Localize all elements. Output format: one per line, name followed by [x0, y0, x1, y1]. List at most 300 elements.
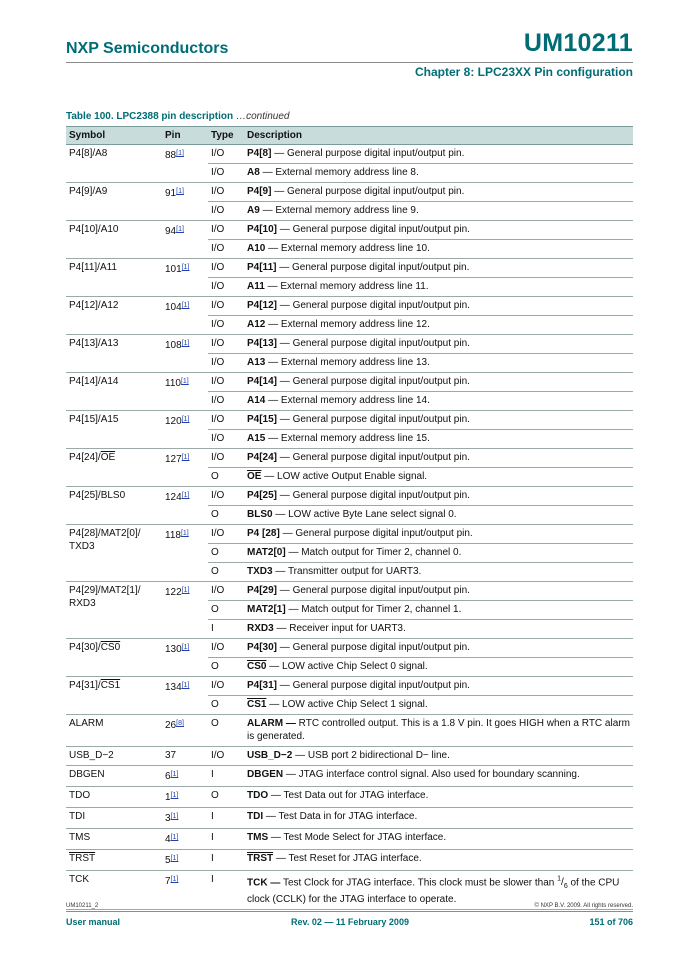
description-text: — General purpose digital input/output pin.: [277, 585, 470, 596]
table-row: [66, 766, 633, 787]
cell-pin: [162, 766, 208, 787]
signal-name: TXD3: [247, 566, 273, 577]
signal-name: USB_D−2: [247, 750, 293, 761]
cell-symbol: [66, 373, 162, 411]
symbol-text: DBGEN: [69, 769, 105, 780]
signal-name: A13: [247, 357, 266, 368]
symbol-overline-text: $\overline{OE}$: [100, 452, 116, 463]
signal-name: A10: [247, 243, 266, 254]
signal-name: A15: [247, 433, 266, 444]
cell-pin: [162, 850, 208, 871]
column-header-description: Description: [244, 127, 633, 145]
description-text: — External memory address line 14.: [265, 395, 430, 406]
cell-type: I/O: [208, 316, 244, 335]
symbol-overline-text: TRST: [69, 853, 96, 864]
cell-description: [244, 221, 633, 240]
table-row: [66, 829, 633, 850]
cell-type: I/O: [208, 202, 244, 221]
table-row: [66, 639, 633, 658]
cell-pin: [162, 677, 208, 715]
cell-type: I: [208, 766, 244, 787]
cell-type: I/O: [208, 677, 244, 696]
description-text: — LOW active Chip Select 0 signal.: [266, 661, 428, 672]
cell-description: [244, 354, 633, 373]
description-text: — External memory address line 10.: [265, 243, 430, 254]
description-text: — General purpose digital input/output pin.: [277, 452, 470, 463]
description-text: — General purpose digital input/output pin.: [277, 338, 470, 349]
cell-type: I/O: [208, 183, 244, 202]
table-row: [66, 747, 633, 766]
cell-description: [244, 808, 633, 829]
description-text: — USB port 2 bidirectional D− line.: [292, 750, 450, 761]
description-text: — General purpose digital input/output pin.: [277, 414, 470, 425]
symbol-text: P4[14]/A14: [69, 376, 119, 387]
cell-symbol: [66, 808, 162, 829]
table-row: [66, 335, 633, 354]
cell-symbol: [66, 850, 162, 871]
cell-symbol: [66, 639, 162, 677]
cell-type: O: [208, 563, 244, 582]
footer-doc-code: UM10211_2: [66, 903, 99, 909]
cell-type: O: [208, 601, 244, 620]
cell-type: I/O: [208, 639, 244, 658]
cell-symbol: [66, 411, 162, 449]
cell-pin: [162, 145, 208, 183]
footer-divider: [66, 911, 633, 912]
signal-name: P4[9]: [247, 186, 272, 197]
cell-type: I: [208, 620, 244, 639]
cell-description: [244, 639, 633, 658]
pin-number: 88: [165, 150, 177, 161]
signal-name: CS0: [247, 661, 267, 672]
signal-name: A12: [247, 319, 266, 330]
signal-name: P4[15]: [247, 414, 278, 425]
table-row: [66, 221, 633, 240]
footnote-link[interactable]: [1]: [181, 587, 190, 594]
footnote-link[interactable]: [1]: [181, 492, 190, 499]
header-divider: [66, 62, 633, 63]
table-row: [66, 850, 633, 871]
footnote-link[interactable]: [1]: [181, 264, 190, 271]
cell-description: [244, 164, 633, 183]
table-caption: [66, 111, 289, 122]
description-text: — Receiver input for UART3.: [273, 623, 406, 634]
table-caption-note: …continued: [236, 111, 290, 122]
cell-description: [244, 240, 633, 259]
cell-pin: [162, 747, 208, 766]
footnote-link[interactable]: [1]: [170, 855, 179, 862]
table-row: [66, 525, 633, 544]
pin-number: 101: [165, 264, 182, 275]
description-text: — Match output for Timer 2, channel 0.: [285, 547, 462, 558]
table-row: [66, 677, 633, 696]
cell-type: I/O: [208, 747, 244, 766]
cell-description: [244, 202, 633, 221]
cell-type: I/O: [208, 582, 244, 601]
signal-name: P4[29]: [247, 585, 278, 596]
pin-number: 122: [165, 587, 182, 598]
symbol-text: P4[25]/BLS0: [69, 490, 126, 501]
cell-pin: [162, 715, 208, 747]
cell-symbol: [66, 787, 162, 808]
cell-description: [244, 430, 633, 449]
footnote-link[interactable]: [1]: [170, 834, 179, 841]
cell-type: I/O: [208, 487, 244, 506]
cell-type: I/O: [208, 525, 244, 544]
cell-type: I: [208, 808, 244, 829]
table-header-row: [66, 127, 633, 145]
cell-type: O: [208, 544, 244, 563]
cell-symbol: [66, 335, 162, 373]
footnote-link[interactable]: [1]: [181, 416, 190, 423]
cell-pin: [162, 639, 208, 677]
symbol-overline-text: CS1: [100, 680, 121, 691]
cell-symbol: [66, 747, 162, 766]
cell-symbol: [66, 449, 162, 487]
pin-number: 1: [165, 792, 171, 803]
footer-doc-type: User manual: [66, 917, 121, 927]
cell-pin: [162, 259, 208, 297]
table-row: [66, 808, 633, 829]
fraction: $^1/_6$: [557, 876, 568, 891]
cell-type: O: [208, 696, 244, 715]
signal-name: P4[14]: [247, 376, 278, 387]
cell-description: [244, 449, 633, 468]
cell-type: I/O: [208, 411, 244, 430]
cell-type: I: [208, 850, 244, 871]
signal-name: $\overline{OE}$: [247, 471, 262, 482]
table-row: [66, 411, 633, 430]
cell-description: [244, 392, 633, 411]
footnote-link[interactable]: [1]: [170, 876, 179, 883]
cell-pin: [162, 183, 208, 221]
cell-description: [244, 278, 633, 297]
pin-number: 110: [165, 378, 181, 389]
footnote-link[interactable]: [1]: [176, 226, 184, 233]
pin-number: 134: [165, 682, 182, 693]
signal-name: P4[30]: [247, 642, 278, 653]
cell-description: [244, 544, 633, 563]
cell-description: [244, 468, 633, 487]
cell-type: O: [208, 715, 244, 747]
description-text: — LOW active Chip Select 1 signal.: [266, 699, 428, 710]
cell-type: I/O: [208, 430, 244, 449]
cell-type: I: [208, 871, 244, 910]
cell-description: [244, 487, 633, 506]
cell-pin: [162, 829, 208, 850]
description-text: — LOW active Byte Lane select signal 0.: [272, 509, 457, 520]
cell-description: [244, 373, 633, 392]
table-row: [66, 715, 633, 747]
pin-number: 91: [165, 188, 177, 199]
description-text: — General purpose digital input/output pin.: [271, 186, 465, 197]
description-text: — General purpose digital input/output pin.: [277, 376, 470, 387]
description-text: — Test Data in for JTAG interface.: [263, 811, 418, 822]
description-text-continued: of the CPU clock (CCLK) for the JTAG interface to operate.: [247, 877, 620, 906]
symbol-text: TCK: [69, 874, 89, 885]
column-header-pin: Pin: [162, 127, 208, 145]
signal-name: P4[11]: [247, 262, 277, 273]
description-text: — External memory address line 15.: [265, 433, 430, 444]
pin-number: 130: [165, 644, 182, 655]
cell-type: O: [208, 506, 244, 525]
cell-symbol: [66, 829, 162, 850]
cell-type: I/O: [208, 392, 244, 411]
cell-pin: [162, 297, 208, 335]
cell-type: I/O: [208, 373, 244, 392]
table-row: [66, 787, 633, 808]
symbol-overline-text: CS0: [100, 642, 121, 653]
signal-name: TRST: [247, 853, 274, 864]
description-text: — Transmitter output for UART3.: [272, 566, 422, 577]
description-text: — External memory address line 11.: [264, 281, 429, 292]
signal-name: MAT2[0]: [247, 547, 286, 558]
cell-symbol: [66, 715, 162, 747]
pin-number: 127: [165, 454, 182, 465]
cell-type: I/O: [208, 354, 244, 373]
symbol-text: P4[30]/: [69, 642, 101, 653]
symbol-text: USB_D−2: [69, 750, 114, 761]
symbol-text: ALARM: [69, 718, 104, 729]
symbol-text: P4[28]/MAT2[0]/ TXD3: [69, 528, 141, 552]
signal-name: TDI: [247, 811, 264, 822]
symbol-text: P4[31]/: [69, 680, 101, 691]
cell-type: O: [208, 658, 244, 677]
cell-pin: [162, 411, 208, 449]
description-text: — General purpose digital input/output pin.: [277, 224, 470, 235]
description-text: — General purpose digital input/output pin.: [271, 148, 465, 159]
cell-symbol: [66, 183, 162, 221]
cell-description: [244, 335, 633, 354]
pin-number: 37: [165, 750, 177, 761]
cell-pin: [162, 871, 208, 910]
cell-description: [244, 259, 633, 278]
signal-name: P4 [28]: [247, 528, 280, 539]
cell-description: [244, 411, 633, 430]
cell-pin: [162, 335, 208, 373]
cell-description: [244, 787, 633, 808]
cell-description: [244, 506, 633, 525]
cell-description: [244, 677, 633, 696]
symbol-text: P4[15]/A15: [69, 414, 119, 425]
cell-description: [244, 183, 633, 202]
table-caption-title: Table 100. LPC2388 pin description: [66, 111, 234, 122]
cell-pin: [162, 787, 208, 808]
cell-description: [244, 715, 633, 747]
table-body: [66, 145, 633, 910]
description-text: — External memory address line 9.: [259, 205, 419, 216]
cell-type: I/O: [208, 335, 244, 354]
fraction-numerator: 1: [557, 876, 562, 883]
signal-name: A14: [247, 395, 266, 406]
cell-description: [244, 620, 633, 639]
cell-description: [244, 297, 633, 316]
symbol-text: P4[29]/MAT2[1]/ RXD3: [69, 585, 141, 609]
pin-number: 118: [165, 530, 181, 541]
description-text: — External memory address line 8.: [259, 167, 419, 178]
signal-name: A9: [247, 205, 260, 216]
cell-description: [244, 766, 633, 787]
table-row: [66, 487, 633, 506]
cell-type: I/O: [208, 240, 244, 259]
pin-number: 94: [165, 226, 177, 237]
signal-name: P4[10]: [247, 224, 278, 235]
pin-number: 5: [165, 855, 171, 866]
cell-symbol: [66, 525, 162, 582]
signal-name: RXD3: [247, 623, 274, 634]
cell-description: [244, 747, 633, 766]
footer-copyright: © NXP B.V. 2009. All rights reserved.: [534, 903, 633, 909]
footnote-link[interactable]: [1]: [170, 792, 179, 799]
footnote-link[interactable]: [1]: [176, 150, 184, 157]
pin-number: 120: [165, 416, 182, 427]
cell-symbol: [66, 677, 162, 715]
signal-name: P4[12]: [247, 300, 278, 311]
table-row: [66, 582, 633, 601]
symbol-text: P4[11]/A11: [69, 262, 117, 273]
description-text: — Test Reset for JTAG interface.: [273, 853, 422, 864]
footnote-link[interactable]: [1]: [181, 302, 190, 309]
description-text: — General purpose digital input/output pin.: [277, 300, 470, 311]
pin-number: 108: [165, 340, 182, 351]
symbol-text: TDO: [69, 790, 91, 801]
signal-name: A11: [247, 281, 265, 292]
description-text: — General purpose digital input/output pin.: [277, 680, 470, 691]
fraction-denominator: 6: [563, 883, 568, 891]
footnote-link[interactable]: [1]: [181, 644, 190, 651]
column-header-type: Type: [208, 127, 244, 145]
pin-description-table: [66, 126, 633, 910]
signal-name: TDO: [247, 790, 269, 801]
description-text: — Match output for Timer 2, channel 1.: [285, 604, 462, 615]
company-name: NXP Semiconductors: [66, 40, 229, 57]
description-text: — JTAG interface control signal. Also used for boundary scanning.: [283, 769, 580, 780]
description-text: — General purpose digital input/output pin.: [276, 262, 470, 273]
cell-pin: [162, 221, 208, 259]
description-text: — Test Mode Select for JTAG interface.: [268, 832, 447, 843]
cell-type: I/O: [208, 145, 244, 164]
signal-name: P4[31]: [247, 680, 278, 691]
cell-type: I/O: [208, 221, 244, 240]
footnote-link[interactable]: [1]: [180, 530, 189, 537]
cell-type: I/O: [208, 259, 244, 278]
symbol-text: P4[24]/: [69, 452, 101, 463]
description-text: — General purpose digital input/output pin.: [277, 642, 470, 653]
pin-number: 26: [165, 720, 177, 731]
cell-description: [244, 316, 633, 335]
cell-description: [244, 696, 633, 715]
cell-symbol: [66, 145, 162, 183]
cell-symbol: [66, 766, 162, 787]
signal-name: A8: [247, 167, 260, 178]
symbol-text: TMS: [69, 832, 91, 843]
footer-revision: Rev. 02 — 11 February 2009: [291, 917, 409, 927]
cell-description: [244, 658, 633, 677]
description-text: — External memory address line 12.: [265, 319, 430, 330]
symbol-text: TDI: [69, 811, 86, 822]
footnote-link[interactable]: [1]: [181, 682, 190, 689]
cell-description: [244, 601, 633, 620]
pin-number: 3: [165, 813, 171, 824]
table-row: [66, 297, 633, 316]
description-text: RTC controlled output. This is a 1.8 V pin. It goes HIGH when a RTC alarm is generated.: [247, 718, 630, 742]
signal-name: P4[13]: [247, 338, 278, 349]
description-text: — General purpose digital input/output pin.: [277, 490, 470, 501]
signal-name: P4[8]: [247, 148, 272, 159]
symbol-text: P4[9]/A9: [69, 186, 108, 197]
symbol-text: P4[8]/A8: [69, 148, 108, 159]
table-row: [66, 373, 633, 392]
cell-symbol: [66, 221, 162, 259]
cell-type: I/O: [208, 297, 244, 316]
signal-name: MAT2[1]: [247, 604, 286, 615]
description-text: — External memory address line 13.: [265, 357, 430, 368]
footnote-link[interactable]: [1]: [181, 340, 190, 347]
cell-description: [244, 563, 633, 582]
cell-symbol: [66, 297, 162, 335]
cell-symbol: [66, 487, 162, 525]
cell-symbol: [66, 259, 162, 297]
signal-name: TCK —: [247, 877, 281, 889]
description-text: — LOW active Output Enable signal.: [261, 471, 428, 482]
table-row: [66, 449, 633, 468]
footnote-link[interactable]: [1]: [176, 188, 184, 195]
cell-description: [244, 582, 633, 601]
cell-type: O: [208, 468, 244, 487]
symbol-text: P4[10]/A10: [69, 224, 119, 235]
cell-symbol: [66, 582, 162, 639]
table-row: [66, 259, 633, 278]
signal-name: P4[25]: [247, 490, 278, 501]
footnote-link[interactable]: [1]: [170, 813, 179, 820]
footnote-link[interactable]: [8]: [176, 720, 184, 727]
description-text: — Test Data out for JTAG interface.: [268, 790, 429, 801]
footnote-link[interactable]: [1]: [170, 771, 179, 778]
signal-name: DBGEN: [247, 769, 284, 780]
symbol-text: P4[12]/A12: [69, 300, 119, 311]
cell-description: [244, 850, 633, 871]
cell-description: [244, 145, 633, 164]
description-text: — General purpose digital input/output pin.: [279, 528, 473, 539]
pin-number: 6: [165, 771, 171, 782]
symbol-text: P4[13]/A13: [69, 338, 119, 349]
cell-pin: [162, 449, 208, 487]
cell-pin: [162, 373, 208, 411]
signal-name: ALARM —: [247, 718, 296, 729]
footnote-link[interactable]: [1]: [181, 454, 190, 461]
cell-pin: [162, 525, 208, 582]
cell-type: I/O: [208, 449, 244, 468]
cell-pin: [162, 487, 208, 525]
cell-pin: [162, 808, 208, 829]
cell-pin: [162, 582, 208, 639]
cell-type: I/O: [208, 278, 244, 297]
pin-number: 4: [165, 834, 171, 845]
description-text: Test Clock for JTAG interface. This clock must be slower than: [280, 877, 558, 889]
pin-number: 104: [165, 302, 182, 313]
document-id: UM10211: [523, 29, 633, 57]
cell-description: [244, 525, 633, 544]
pin-number: 124: [165, 492, 182, 503]
signal-name: TMS: [247, 832, 269, 843]
cell-description: [244, 829, 633, 850]
cell-type: I/O: [208, 164, 244, 183]
footer-page-number: 151 of 706: [589, 917, 633, 927]
footnote-link[interactable]: [1]: [180, 378, 189, 385]
table-row: [66, 183, 633, 202]
pin-number: 7: [165, 876, 171, 887]
table-row: [66, 145, 633, 164]
